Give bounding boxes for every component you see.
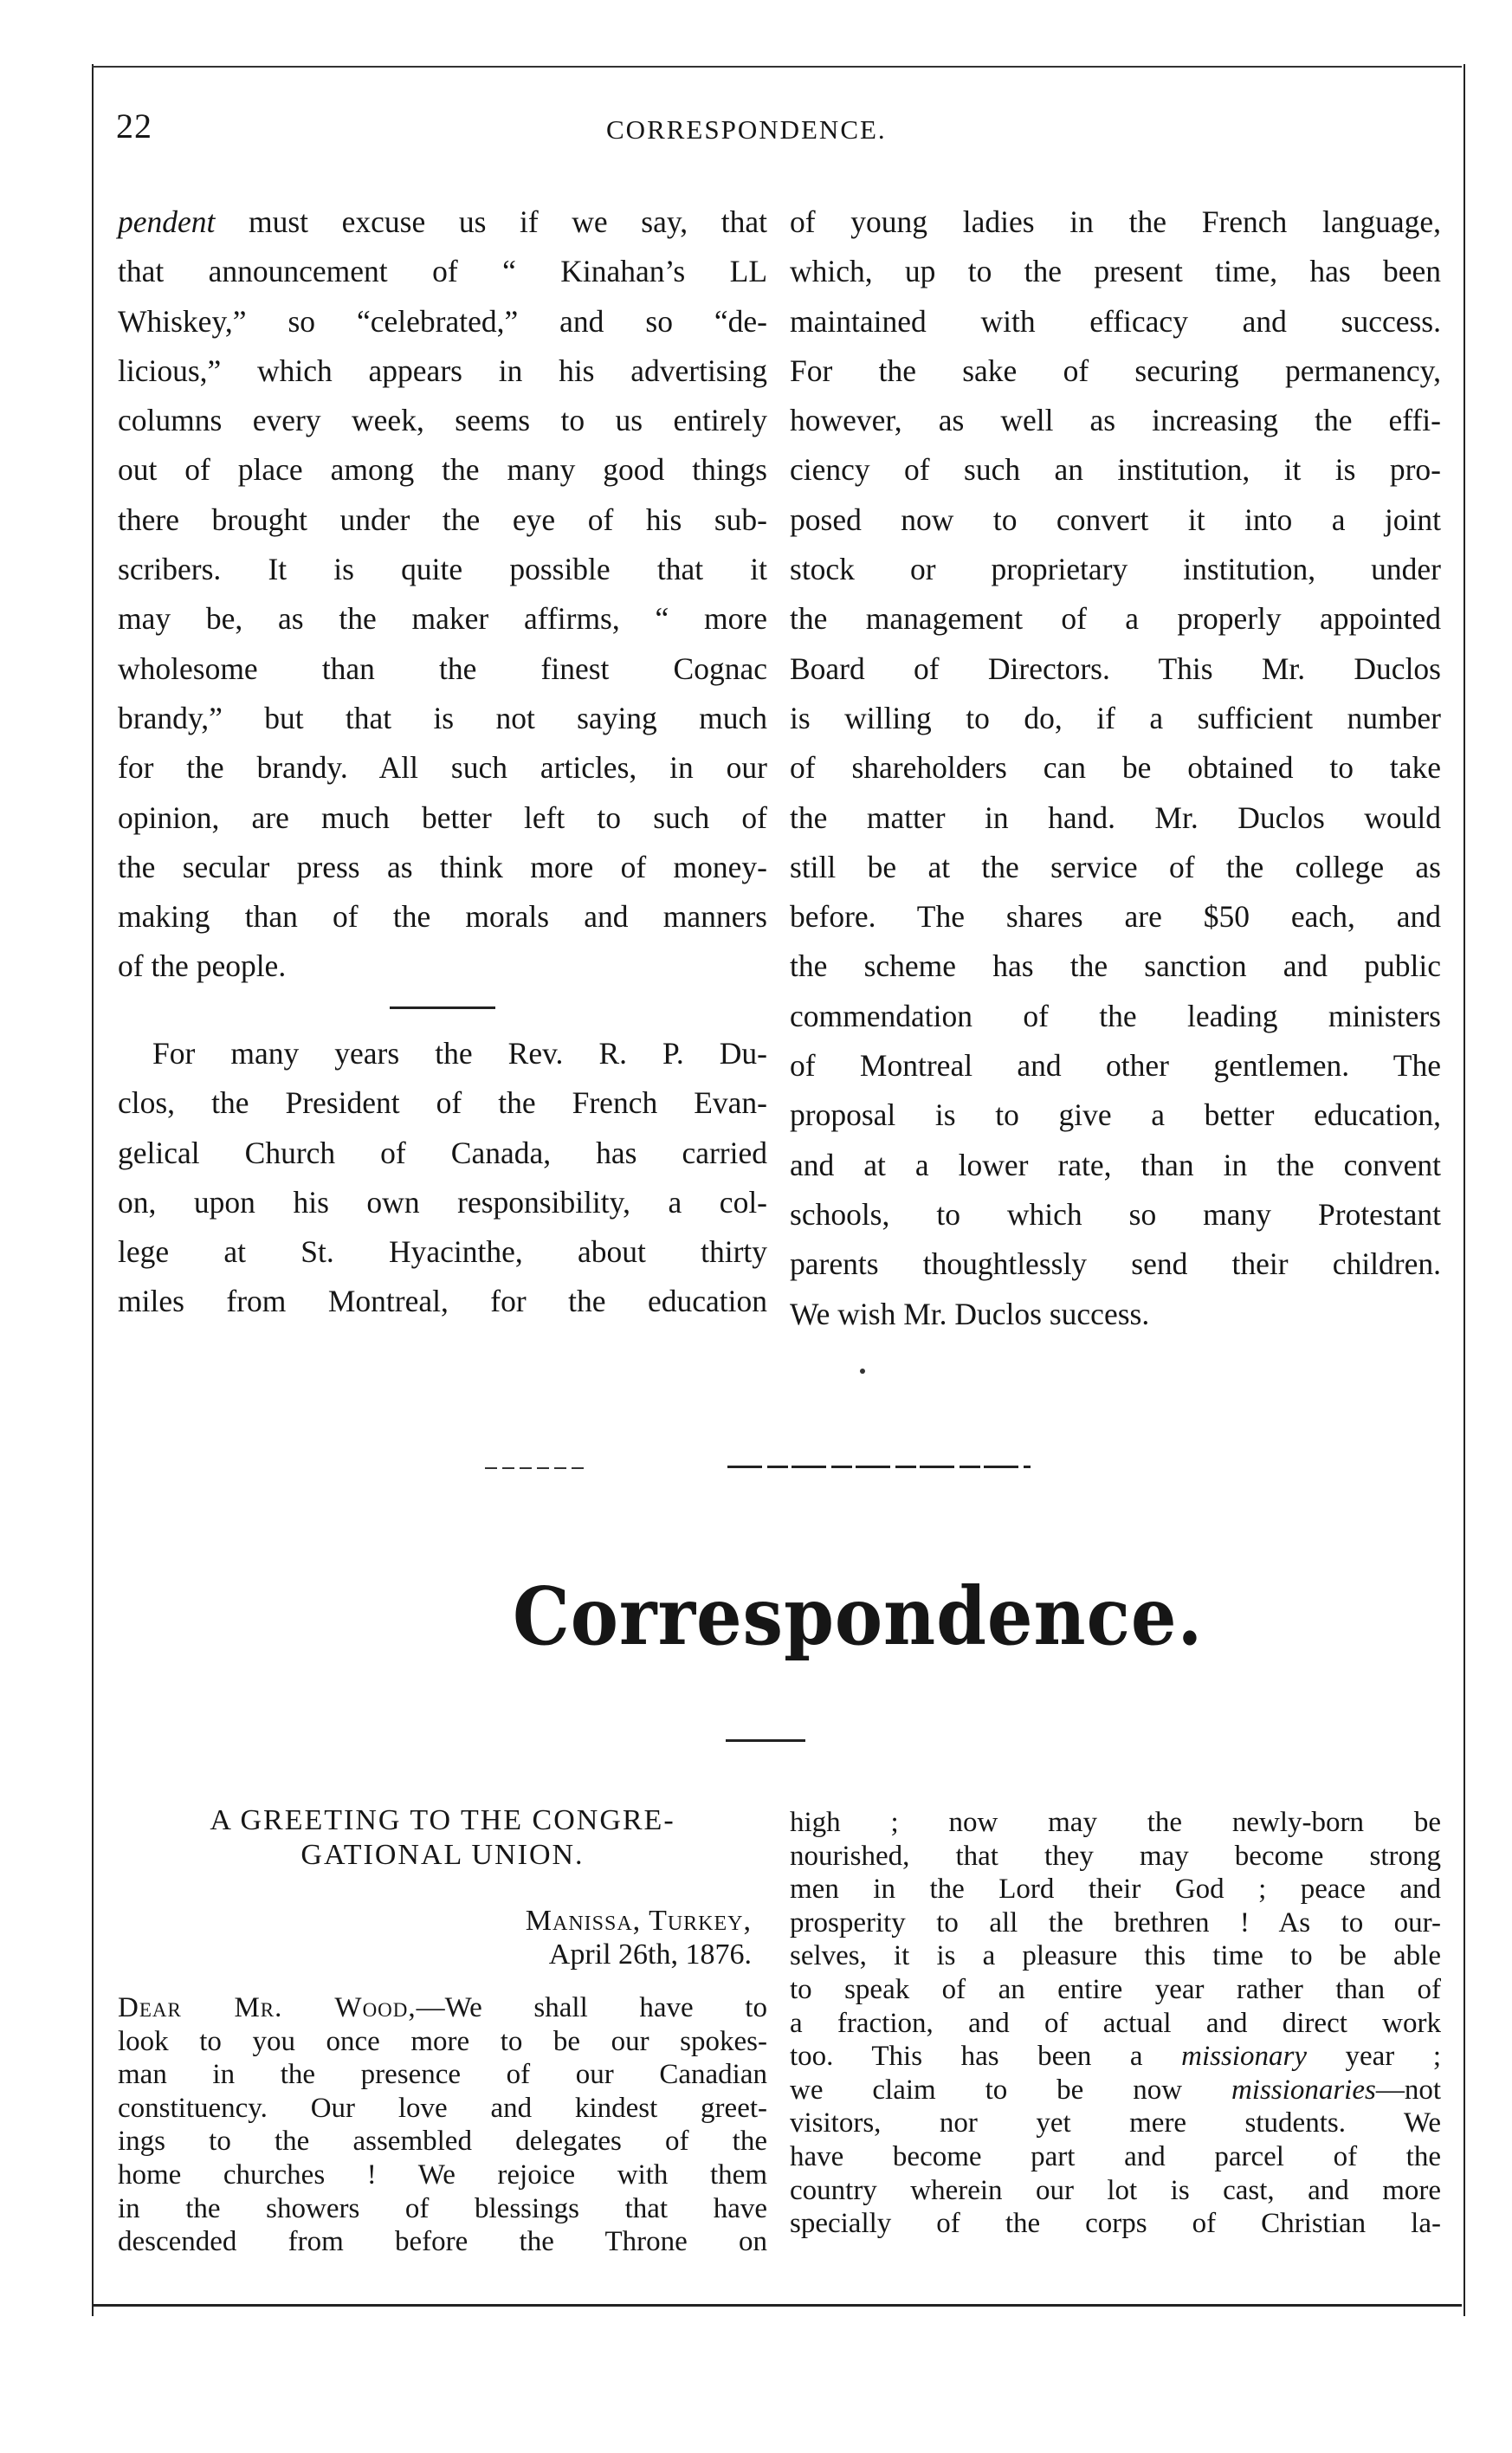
ink-dot [860, 1369, 865, 1374]
text-line: For the sake of securing permanency, [790, 353, 1441, 388]
text-line: miles from Montreal, for the education [118, 1284, 767, 1319]
letter-column-right [790, 1806, 1441, 2241]
column-left-top [118, 197, 767, 992]
text-line: there brought under the eye of his sub- [118, 502, 767, 537]
letter-dateline [416, 1904, 752, 1971]
text-line: lege at St. Hyacinthe, about thirty [118, 1234, 767, 1270]
section-divider [390, 1006, 495, 1009]
text-line: Board of Directors. This Mr. Duclos [790, 650, 1441, 686]
letter-line: home churches ! We rejoice with them [118, 2159, 767, 2191]
letter-column-left [118, 1991, 767, 2259]
text-line: maintained with efficacy and success. [790, 303, 1441, 339]
ornament-rule-left [485, 1467, 589, 1469]
text-line: of young ladies in the French language, [790, 204, 1441, 239]
text-line: for the brandy. All such articles, in our [118, 750, 767, 786]
letter-line: high ; now may the newly-born be [790, 1807, 1441, 1838]
letter-line: too. This has been a missionary year ; [790, 2041, 1442, 2073]
text-line: is willing to do, if a sufficient number [790, 700, 1441, 735]
bottom-rule [92, 2304, 1462, 2307]
letter-line: have become part and parcel of the [790, 2140, 1441, 2172]
column-right-top [790, 197, 1441, 1339]
text-line: the secular press as think more of money- [118, 849, 767, 884]
text-line: stock or proprietary institution, under [790, 552, 1441, 587]
text-line: which, up to the present time, has been [790, 254, 1441, 289]
text-line: the matter in hand. Mr. Duclos would [790, 799, 1441, 835]
section-heading: Correspondence. [513, 1570, 1204, 1663]
text-line: of shareholders can be obtained to take [790, 750, 1441, 786]
text-line: the scheme has the sanction and public [790, 948, 1441, 984]
text-line: on, upon his own responsibility, a col- [118, 1184, 767, 1220]
text-line: of the people. [118, 948, 287, 984]
text-line: of Montreal and other gentlemen. The [790, 1048, 1441, 1084]
text-line: parents thoughtlessly send their children. [790, 1246, 1441, 1282]
text-line: posed now to convert it into a joint [790, 502, 1441, 537]
running-head: CORRESPONDENCE. [606, 114, 887, 145]
text-line: gelical Church of Canada, has carried [118, 1135, 767, 1170]
letter-line: in the showers of blessings that have [118, 2192, 767, 2224]
letter-line: men in the Lord their God ; peace and [790, 1874, 1441, 1906]
text-line: We wish Mr. Duclos success. [790, 1296, 1150, 1331]
text-line: that announcement of “ Kinahan’s LL [118, 254, 767, 289]
ornament-rule-right [727, 1466, 1031, 1468]
letter-line: prosperity to all the brethren ! As to our- [790, 1906, 1441, 1938]
letter-salutation: Dear Mr. Wood, [118, 1992, 417, 2023]
letter-line: a fraction, and of actual and direct work [790, 2007, 1441, 2039]
letter-line: ings to the assembled delegates of the [118, 2126, 767, 2158]
text-line: proposal is to give a better education, [790, 1097, 1441, 1133]
text-line: For many years the Rev. R. P. Du- [152, 1036, 767, 1071]
italic-word: missionary [1181, 2041, 1307, 2073]
letter-line: descended from before the Throne on [118, 2226, 767, 2258]
letter-title-line1: A GREETING TO THE CONGRE- [210, 1804, 675, 1836]
text-line: and at a lower rate, than in the convent [790, 1147, 1441, 1182]
letter-line: man in the presence of our Canadian [118, 2059, 767, 2091]
text-line: schools, to which so many Protestant [790, 1196, 1441, 1232]
text-line: brandy,” but that is not saying much [118, 700, 767, 735]
text-line: making than of the morals and manners [118, 899, 767, 935]
text-line: ciency of such an institution, it is pro- [790, 452, 1441, 488]
letter-title-line2: GATIONAL UNION. [300, 1839, 585, 1871]
text-line: Whiskey,” so “celebrated,” and so “de- [118, 303, 767, 339]
letter-line: nourished, that they may become strong [790, 1840, 1441, 1872]
text-line: clos, the President of the French Evan- [118, 1085, 767, 1121]
text-line: may be, as the maker affirms, “ more [118, 601, 767, 637]
text-line: columns every week, seems to us entirely [118, 403, 767, 438]
text-line: wholesome than the finest Cognac [118, 650, 767, 686]
text-line: the management of a properly appointed [790, 601, 1441, 637]
letter-line: visitors, nor yet mere students. We [790, 2107, 1441, 2139]
letter-line: constituency. Our love and kindest greet- [118, 2092, 767, 2124]
text-line: out of place among the many good things [118, 452, 767, 488]
italic-word: pendent [118, 204, 216, 239]
letter-line: we claim to be now missionaries—not [790, 2074, 1441, 2106]
letter-line: country wherein our lot is cast, and more [790, 2174, 1441, 2206]
letter-place: Manissa, Turkey, [525, 1905, 752, 1937]
letter-line: to speak of an entire year rather than of [790, 1973, 1441, 2005]
letter-line: selves, it is a pleasure this time to be able [790, 1940, 1441, 1972]
letter-line: specially of the corps of Christian la- [790, 2208, 1441, 2240]
page-number: 22 [116, 107, 152, 146]
column-left-bottom [118, 1029, 767, 1327]
heading-rule [726, 1739, 805, 1742]
text-line: scribers. It is quite possible that it [118, 552, 767, 587]
letter-line: Dear Mr. Wood,—We shall have to [118, 1992, 767, 2023]
letter-title [118, 1803, 767, 1873]
text-line: opinion, are much better left to such of [118, 799, 767, 835]
letter-date: April 26th, 1876. [548, 1938, 752, 1971]
text-line: before. The shares are $50 each, and [790, 899, 1441, 935]
italic-word: missionaries [1231, 2074, 1376, 2106]
text-line: pendent must excuse us if we say, that [118, 204, 767, 239]
letter-line: look to you once more to be our spokes- [118, 2025, 767, 2057]
text-line: commendation of the leading ministers [790, 998, 1441, 1033]
text-line: licious,” which appears in his advertising [118, 353, 767, 388]
top-rule [92, 66, 1462, 68]
text-line: however, as well as increasing the effi- [790, 403, 1441, 438]
text-line: still be at the service of the college as [790, 849, 1441, 884]
